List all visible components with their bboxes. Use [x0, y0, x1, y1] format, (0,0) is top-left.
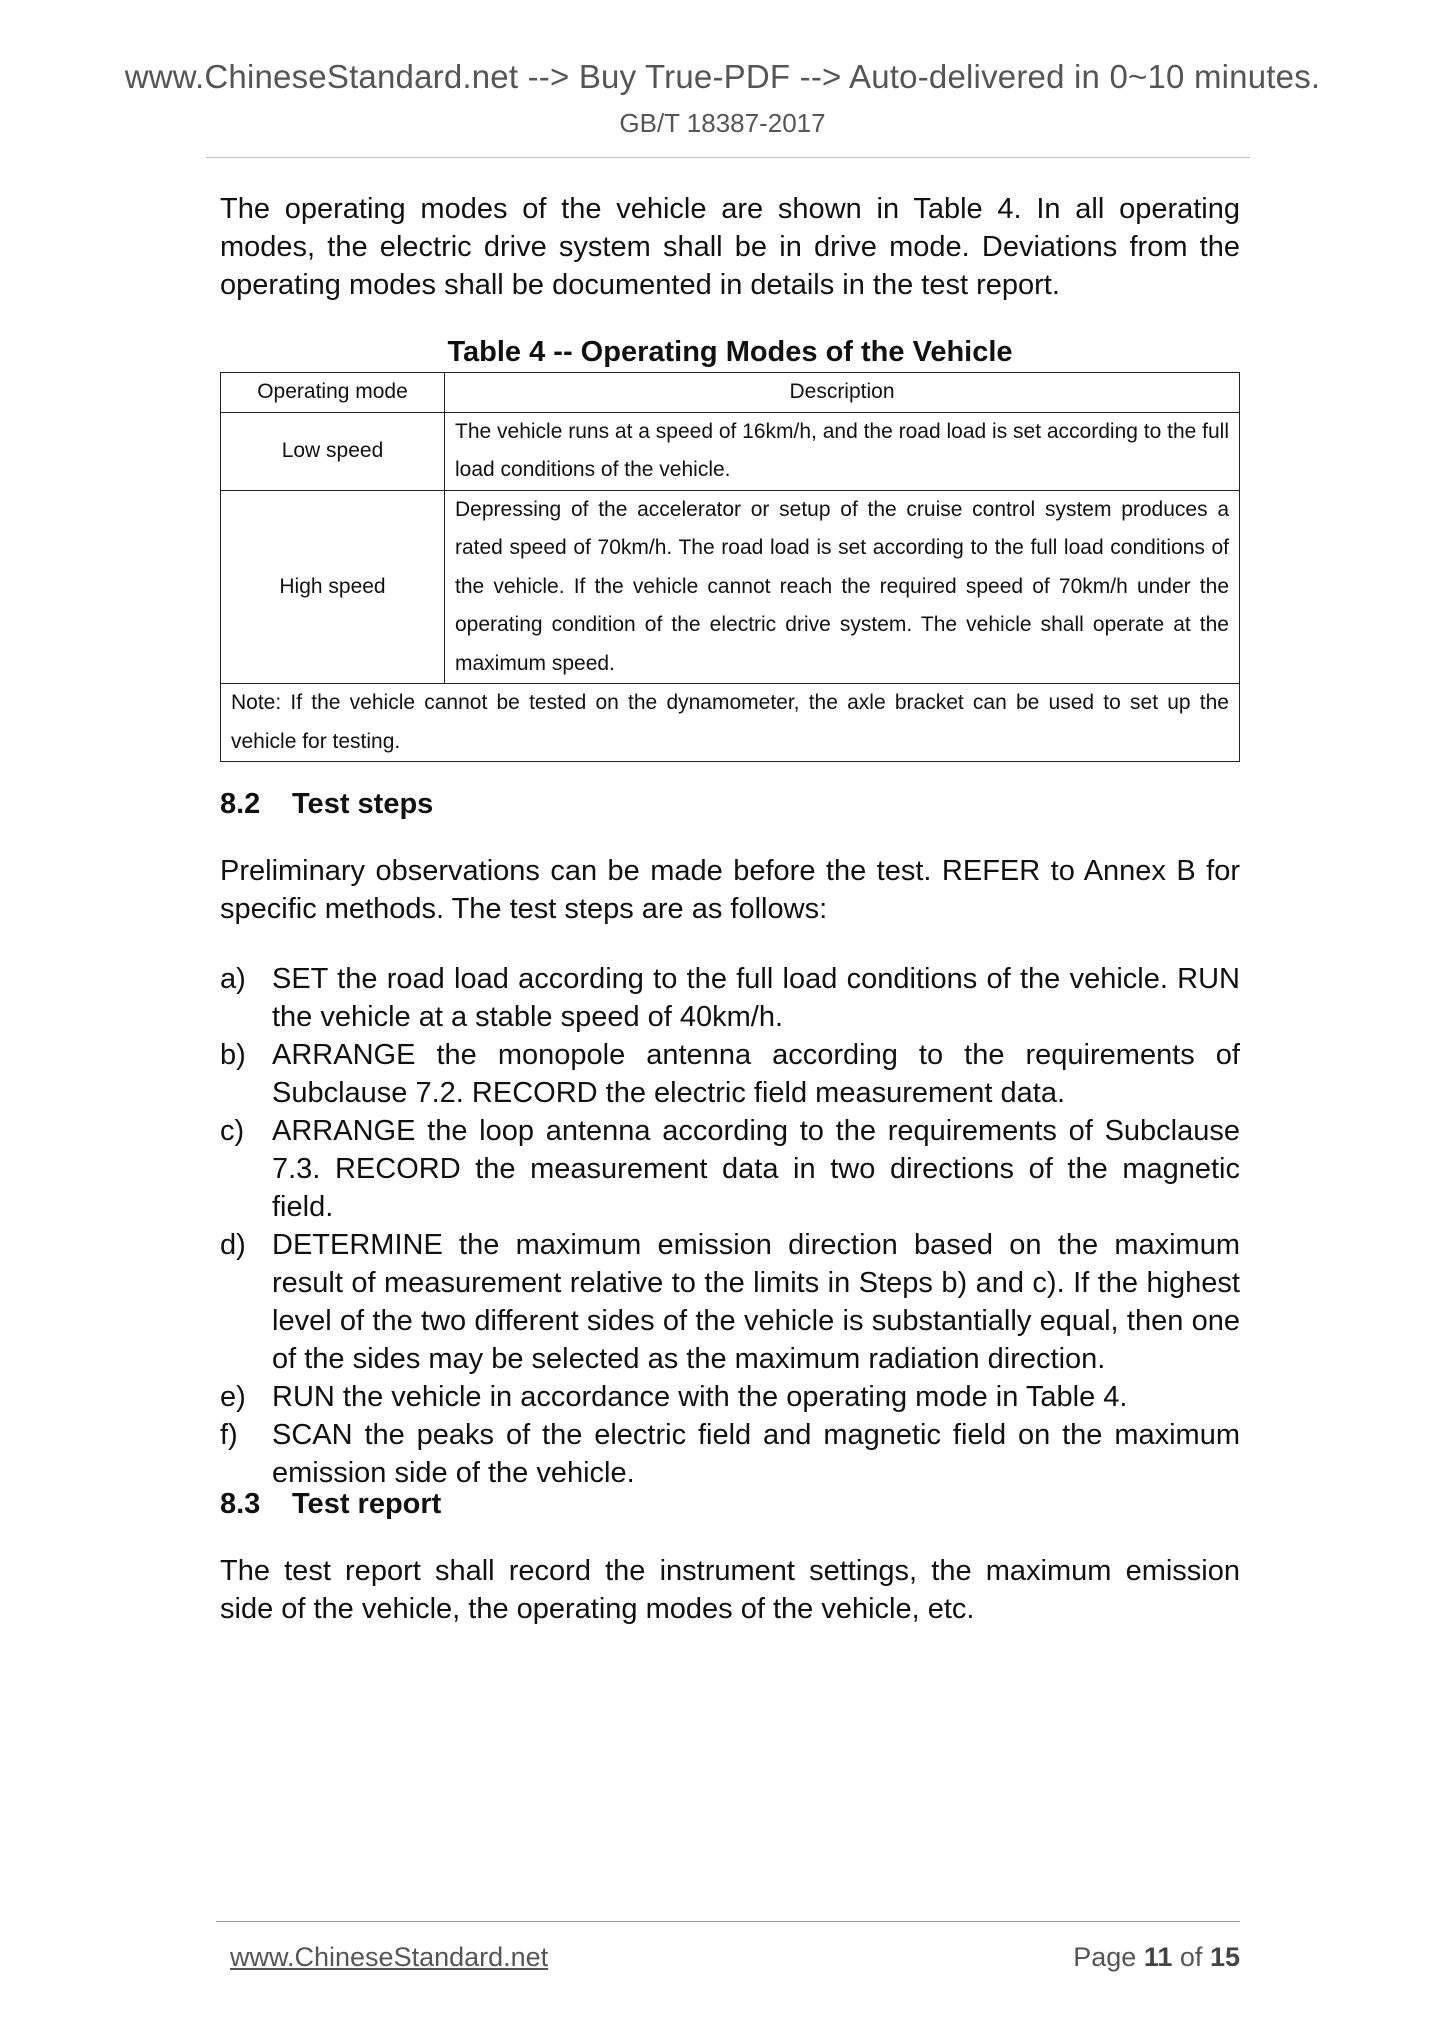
step-label: c) [220, 1115, 245, 1147]
section-title: Test steps [292, 788, 434, 820]
table-caption: Table 4 -- Operating Modes of the Vehicle [447, 336, 1013, 368]
page-current: 11 [1143, 1942, 1173, 1972]
description-cell-high-speed: Depressing of the accelerator or setup of the cruise control system produces a rated speed of 70km/h. The road load is set according to the full load conditions of the vehicle. If the vehicle cannot reach the required speed of 70km/h under the operating condition of the electric drive system. The vehicle shall operate at the maximum speed. [445, 490, 1240, 684]
table-note-row [221, 684, 1240, 762]
page-total: 15 [1209, 1942, 1240, 1972]
list-item [220, 1112, 1240, 1226]
header-divider [206, 157, 1250, 158]
step-text: SET the road load according to the full load conditions of the vehicle. RUN the vehicle at a stable speed of 40km/h. [272, 963, 1240, 1033]
column-header-operating-mode: Operating mode [221, 373, 445, 413]
section-heading-8-3 [220, 1488, 441, 1521]
table-row [221, 490, 1240, 684]
step-text: ARRANGE the loop antenna according to the requirements of Subclause 7.3. RECORD the measurement data in two directions of the magnetic field. [272, 1115, 1240, 1223]
step-text: DETERMINE the maximum emission direction based on the maximum result of measurement relative to the limits in Steps b) and c). If the highest level of the two different sides of the vehicle is substantially equal, then one of the sides may be selected as the maximum radiation direction. [272, 1229, 1240, 1375]
mode-cell-high-speed: High speed [221, 490, 445, 684]
step-label: f) [220, 1419, 238, 1451]
step-label: a) [220, 963, 246, 995]
step-text: ARRANGE the monopole antenna according to the requirements of Subclause 7.2. RECORD the electric field measurement data. [272, 1039, 1240, 1109]
header-banner[interactable]: www.ChineseStandard.net --> Buy True-PDF --> Auto-delivered in 0~10 minutes. [124, 58, 1321, 95]
step-text: SCAN the peaks of the electric field and magnetic field on the maximum emission side of the vehicle. [272, 1419, 1240, 1489]
table-row [221, 412, 1240, 490]
list-item [220, 1416, 1240, 1492]
list-item [220, 1036, 1240, 1112]
standard-code: GB/T 18387-2017 [619, 108, 826, 138]
operating-modes-table [220, 372, 1240, 762]
list-item [220, 1226, 1240, 1378]
intro-paragraph: The operating modes of the vehicle are shown in Table 4. In all operating modes, the electric drive system shall be in drive mode. Deviations from the operating modes shall be documented in details in the test report. [220, 193, 1240, 301]
mode-cell-low-speed: Low speed [221, 412, 445, 490]
test-steps-list [220, 960, 1240, 1492]
step-label: e) [220, 1381, 246, 1413]
footer-divider [216, 1921, 1240, 1922]
step-label: d) [220, 1229, 246, 1261]
table-header-row [221, 373, 1240, 413]
footer-site-link[interactable]: www.ChineseStandard.net [230, 1942, 549, 1972]
page-indicator [1073, 1942, 1240, 1973]
step-text: RUN the vehicle in accordance with the operating mode in Table 4. [272, 1381, 1128, 1413]
step-label: b) [220, 1039, 246, 1071]
test-steps-paragraph: Preliminary observations can be made before the test. REFER to Annex B for specific methods. The test steps are as follows: [220, 855, 1240, 925]
table-note: Note: If the vehicle cannot be tested on the dynamometer, the axle bracket can be used to set up the vehicle for testing. [221, 684, 1240, 762]
test-report-paragraph: The test report shall record the instrument settings, the maximum emission side of the vehicle, the operating modes of the vehicle, etc. [220, 1555, 1240, 1625]
section-number: 8.2 [220, 788, 261, 820]
list-item [220, 1378, 1240, 1416]
page-prefix: Page [1073, 1942, 1137, 1972]
section-title: Test report [292, 1488, 442, 1520]
list-item [220, 960, 1240, 1036]
column-header-description: Description [445, 373, 1240, 413]
section-number: 8.3 [220, 1488, 261, 1520]
description-cell-low-speed: The vehicle runs at a speed of 16km/h, and the road load is set according to the full load conditions of the vehicle. [445, 412, 1240, 490]
page-of: of [1179, 1942, 1203, 1972]
section-heading-8-2 [220, 788, 433, 821]
